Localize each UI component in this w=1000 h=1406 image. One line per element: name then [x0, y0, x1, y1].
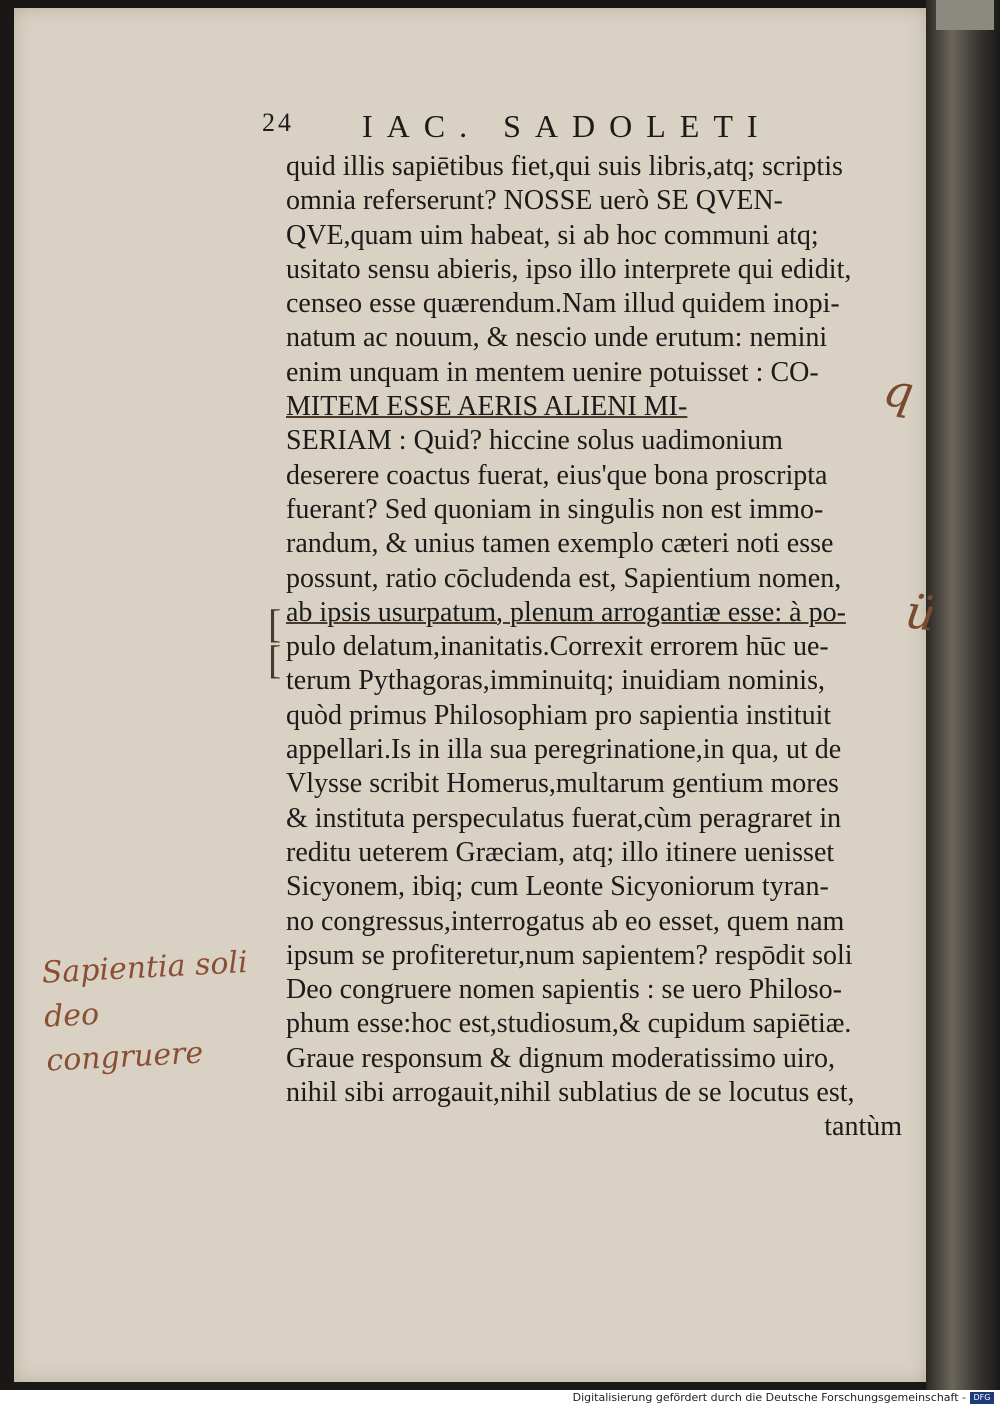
text-line: quòd primus Philosophiam pro sapientia instituit — [286, 699, 832, 731]
text-line: appellari.Is in illa sua peregrinatione,in qua, ut de — [286, 734, 842, 766]
digitization-footer — [0, 1390, 1000, 1406]
text-line: deserere coactus fuerat, eius'que bona proscripta — [286, 459, 828, 491]
text-line: Graue responsum & dignum moderatissimo uiro, — [286, 1042, 836, 1074]
text-line: usitato sensu abieris, ipso illo interprete qui edidit, — [286, 253, 852, 285]
text-line: nihil sibi arrogauit,nihil sublatius de se locutus est, — [286, 1077, 855, 1109]
text-line: Deo congruere nomen sapientis : se uero Philoso- — [286, 974, 842, 1006]
text-line: pulo delatum,inanitatis.Correxit errorem hūc ue- — [286, 631, 829, 663]
text-line: Vlysse scribit Homerus,multarum gentium mores — [286, 768, 839, 800]
footer-credit: Digitalisierung gefördert durch die Deutsche Forschungsgemeinschaft - — [572, 1391, 966, 1404]
body-text — [286, 150, 906, 1145]
text-line: possunt, ratio cōcludenda est, Sapientium nomen, — [286, 562, 842, 594]
text-line: MITEM ESSE AERIS ALIENI MI- — [286, 391, 688, 423]
text-line: natum ac nouum, & nescio unde erutum: nemini — [286, 322, 828, 354]
marginalia-line: deo congruere — [43, 996, 205, 1079]
margin-bracket: [ — [268, 601, 282, 646]
text-line: phum esse:hoc est,studiosum,& cupidum sapiētiæ. — [286, 1008, 852, 1040]
text-line: SERIAM : Quid? hiccine solus uadimonium — [286, 425, 783, 457]
catchword: tantùm — [824, 1111, 902, 1143]
page-number: 24 — [262, 108, 294, 137]
text-line: ipsum se profiteretur,num sapientem? respōdit soli — [286, 939, 853, 971]
text-line: ab ipsis usurpatum, plenum arrogantiæ esse: à po- — [286, 596, 846, 628]
text-line: censeo esse quærendum.Nam illud quidem inopi- — [286, 288, 840, 320]
text-line: & instituta perspeculatus fuerat,cùm peragraret in — [286, 802, 842, 834]
handwritten-marginalia — [41, 940, 268, 1083]
text-line: Sicyonem, ibiq; cum Leonte Sicyoniorum tyran- — [286, 871, 829, 903]
marginalia-line: Sapientia soli — [40, 945, 249, 991]
margin-mark: ü — [902, 584, 940, 642]
text-line: terum Pythagoras,imminuitq; inuidiam nominis, — [286, 665, 825, 697]
text-line: omnia referserunt? NOSSE uerò SE QVEN- — [286, 185, 783, 217]
text-line: randum, & unius tamen exemplo cæteri noti esse — [286, 528, 834, 560]
margin-mark: q — [879, 361, 918, 421]
text-line: fuerant? Sed quoniam in singulis non est immo- — [286, 493, 824, 525]
text-line: reditu ueterem Græciam, atq; illo itinere uenisset — [286, 836, 835, 868]
page-header — [262, 108, 862, 148]
text-line: enim unquam in mentem uenire potuisset : CO- — [286, 356, 819, 388]
page-edge-shadow — [926, 0, 1000, 1390]
text-line: quid illis sapiētibus fiet,qui suis libris,atq; scriptis — [286, 151, 843, 182]
color-strip — [936, 0, 994, 30]
running-title: IAC. SADOLETI — [362, 108, 772, 144]
margin-bracket: [ — [268, 637, 282, 682]
text-line: no congressus,interrogatus ab eo esset, quem nam — [286, 905, 845, 937]
text-line: QVE,quam uim habeat, si ab hoc communi atq; — [286, 219, 819, 251]
dfg-logo: DFG — [970, 1392, 994, 1404]
